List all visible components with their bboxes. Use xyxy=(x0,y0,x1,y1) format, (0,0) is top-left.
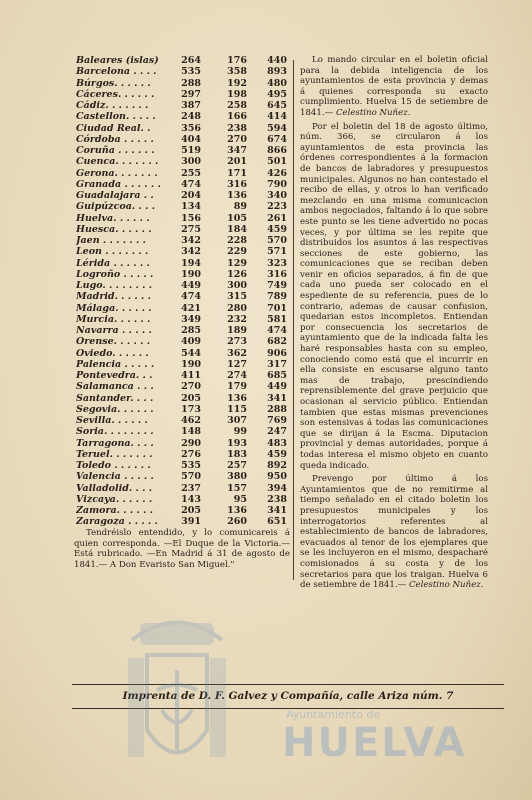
value-col-3: 238 xyxy=(267,493,287,505)
province-name: Cáceres. . . . . . xyxy=(76,88,155,100)
value-col-2: 228 xyxy=(227,235,247,246)
value-col-3: 459 xyxy=(267,223,287,235)
table-row xyxy=(76,111,288,122)
value-col-3: 893 xyxy=(267,66,287,78)
value-col-3: 426 xyxy=(267,167,287,179)
province-name: Málaga. . . . . . xyxy=(76,302,152,314)
table-row xyxy=(76,471,288,482)
left-footer-text xyxy=(74,528,290,570)
value-col-3: 394 xyxy=(267,482,287,494)
table-row xyxy=(76,370,288,381)
value-col-1: 387 xyxy=(181,100,201,111)
province-name: Guipúzcoa. . . . xyxy=(76,201,156,213)
value-col-3: 459 xyxy=(267,448,287,460)
table-row xyxy=(76,381,288,392)
value-col-3: 682 xyxy=(267,336,287,348)
table-row xyxy=(76,224,288,235)
value-col-1: 300 xyxy=(181,156,201,168)
value-col-2: 184 xyxy=(227,223,247,235)
table-row xyxy=(76,291,288,302)
value-col-3: 749 xyxy=(267,280,287,291)
value-col-1: 391 xyxy=(181,516,201,528)
value-col-3: 449 xyxy=(267,381,287,393)
value-col-2: 136 xyxy=(227,392,247,404)
column-divider xyxy=(293,60,294,580)
table-row xyxy=(76,460,288,471)
province-name: Leon . . . . . . . xyxy=(76,246,149,258)
table-row xyxy=(76,426,288,437)
value-col-2: 280 xyxy=(227,302,247,314)
table-row xyxy=(76,314,288,325)
province-name: Búrgos. . . . . . xyxy=(76,77,151,89)
value-col-1: 190 xyxy=(181,358,201,370)
table-row xyxy=(76,438,288,449)
notice-paragraph: Por el boletin del 18 de agosto último, núm. 366, se circularon á los ayuntamientos de esta provincia las órdenes correspondientes á la formacion de bancos de labradores y presupuestos municipales. Algunos no han contestado el recibo de ellas, y otros lo han verificado mezclando en una misma comunicacion ambos negociados, faltando á lo que sobre este punto se les tiene advertido no pocas veces, y por última se les repite que distribuidos los asuntos á las respectivas secciones de este gobierno, las comunicaciones que se reciban deben venir en oficios separados, á fin de que cada uno pueda ser colocado en el espediente de su referencia, pues de lo contrario, ademas de causar confusion, quedarian estos incompletos. Entiendan por consecuencia los secretarios de ayuntamiento que de la indicada falta les haré responsables hasta con su empleo, conociendo como está que el incurrir en ella consiste en escusarse alguno tanto mas de trabajo, prescindiendo reprensiblemente del grave perjuicio que ocasionan al servicio público. Entiendan tambien que estas mismas prevenciones son estensivas á todas las comunicaciones que se dirijan á la Escma. Diputacion provincial y demas autoridades, porque á todas interesa el mismo objeto en cuanto queda indicado. xyxy=(300,121,488,471)
value-col-3: 701 xyxy=(267,302,287,314)
table-row xyxy=(76,190,288,201)
table-row xyxy=(76,280,288,291)
value-col-3: 341 xyxy=(267,392,287,404)
value-col-3: 261 xyxy=(267,212,287,224)
value-col-3: 501 xyxy=(267,156,287,168)
table-row xyxy=(76,213,288,224)
value-col-3: 651 xyxy=(267,516,287,528)
value-col-2: 238 xyxy=(227,122,247,134)
value-col-1: 356 xyxy=(181,122,201,134)
value-col-1: 156 xyxy=(181,212,201,224)
table-row xyxy=(76,348,288,359)
value-col-1: 205 xyxy=(181,392,201,404)
province-name: Granada . . . . . . xyxy=(76,178,161,190)
value-col-1: 409 xyxy=(181,336,201,348)
province-name: Guadalajara . . xyxy=(76,190,154,201)
value-col-3: 645 xyxy=(267,100,287,111)
province-name: Navarra . . . . . xyxy=(76,325,152,336)
table-row xyxy=(76,269,288,280)
table-row xyxy=(76,123,288,134)
table-row xyxy=(76,258,288,269)
value-col-3: 317 xyxy=(267,358,287,370)
province-name: Coruña . . . . . . xyxy=(76,145,155,156)
decree-closing: Tendréislo entendido, y lo comunicareis á quien corresponda. —El Duque de la Victoria.—Está rubricado. —En Madrid á 31 de agosto de 1841.— A Don Evaristo San Miguel." xyxy=(74,528,290,570)
watermark-text: HUELVA xyxy=(282,720,467,766)
value-col-3: 789 xyxy=(267,291,287,303)
value-col-1: 544 xyxy=(181,347,201,359)
province-name: Baleares (islas) xyxy=(76,55,159,66)
value-col-1: 143 xyxy=(181,493,201,505)
province-name: Jaen . . . . . . . xyxy=(76,235,146,246)
province-name: Murcia. . . . . . xyxy=(76,313,151,325)
value-col-2: 347 xyxy=(227,145,247,156)
table-row xyxy=(76,235,288,246)
value-col-3: 474 xyxy=(267,325,287,336)
value-col-2: 316 xyxy=(227,178,247,190)
table-row xyxy=(76,483,288,494)
value-col-1: 519 xyxy=(181,145,201,156)
province-name: Toledo . . . . . . xyxy=(76,460,151,471)
value-col-1: 570 xyxy=(181,471,201,483)
province-name: Soria. . . . . . . . xyxy=(76,426,154,438)
value-col-1: 421 xyxy=(181,302,201,314)
value-col-3: 316 xyxy=(267,268,287,280)
table-row xyxy=(76,336,288,347)
value-col-3: 323 xyxy=(267,257,287,269)
value-col-1: 255 xyxy=(181,167,201,179)
value-col-1: 237 xyxy=(181,482,201,494)
value-col-2: 136 xyxy=(227,505,247,516)
value-col-2: 358 xyxy=(227,66,247,78)
value-col-1: 342 xyxy=(181,246,201,258)
value-col-2: 157 xyxy=(227,482,247,494)
table-row xyxy=(76,179,288,190)
value-col-3: 581 xyxy=(267,313,287,325)
value-col-1: 342 xyxy=(181,235,201,246)
table-row xyxy=(76,201,288,212)
value-col-3: 892 xyxy=(267,460,287,471)
table-row xyxy=(76,404,288,415)
value-col-1: 270 xyxy=(181,381,201,393)
province-name: Tarragona. . . . xyxy=(76,437,154,449)
value-col-3: 674 xyxy=(267,133,287,145)
value-col-2: 179 xyxy=(227,381,247,393)
province-name: Pontevedra. . . xyxy=(76,370,153,381)
table-row xyxy=(76,325,288,336)
value-col-2: 189 xyxy=(227,325,247,336)
table-row xyxy=(76,303,288,314)
table-row xyxy=(76,505,288,516)
value-col-1: 190 xyxy=(181,268,201,280)
right-column xyxy=(300,55,488,594)
province-name: Salamanca . . . xyxy=(76,381,154,393)
province-name: Oviedo. . . . . . xyxy=(76,347,149,359)
table-row xyxy=(76,134,288,145)
table-row xyxy=(76,55,288,66)
value-col-1: 275 xyxy=(181,223,201,235)
value-col-1: 248 xyxy=(181,111,201,123)
province-name: Palencia . . . . . xyxy=(76,358,155,370)
province-name: Teruel. . . . . . . xyxy=(76,448,153,460)
table-row xyxy=(76,246,288,257)
value-col-1: 148 xyxy=(181,426,201,438)
value-col-2: 99 xyxy=(233,426,247,438)
table-row xyxy=(76,78,288,89)
value-col-1: 194 xyxy=(181,257,201,269)
province-name: Gerona. . . . . . . xyxy=(76,167,158,179)
table-row xyxy=(76,156,288,167)
value-col-1: 449 xyxy=(181,280,201,291)
table-row xyxy=(76,516,288,527)
value-col-3: 440 xyxy=(267,55,287,66)
province-table xyxy=(76,55,288,528)
province-name: Huesca. . . . . . xyxy=(76,223,152,235)
value-col-3: 341 xyxy=(267,505,287,516)
value-col-2: 315 xyxy=(227,291,247,303)
table-row xyxy=(76,145,288,156)
value-col-2: 274 xyxy=(227,370,247,381)
value-col-2: 260 xyxy=(227,516,247,528)
table-row xyxy=(76,168,288,179)
value-col-2: 273 xyxy=(227,336,247,348)
value-col-2: 362 xyxy=(227,347,247,359)
province-name: Logroño . . . . . xyxy=(76,268,154,280)
table-row xyxy=(76,449,288,460)
table-row xyxy=(76,415,288,426)
province-name: Madrid. . . . . . xyxy=(76,291,151,303)
coat-of-arms-watermark-icon xyxy=(112,600,242,785)
value-col-1: 535 xyxy=(181,460,201,471)
value-col-2: 95 xyxy=(233,493,247,505)
table-row xyxy=(76,66,288,77)
province-name: Vizcaya. . . . . . xyxy=(76,493,153,505)
value-col-2: 115 xyxy=(227,403,247,415)
province-name: Córdoba . . . . . xyxy=(76,133,154,145)
value-col-2: 166 xyxy=(227,111,247,123)
signature: Celestino Nuñez. xyxy=(335,107,411,118)
value-col-2: 258 xyxy=(227,100,247,111)
value-col-3: 866 xyxy=(267,145,287,156)
province-name: Valladolid. . . . xyxy=(76,482,153,494)
table-row xyxy=(76,494,288,505)
province-name: Zamora. . . . . . xyxy=(76,505,154,516)
value-col-2: 192 xyxy=(227,77,247,89)
province-name: Sevilla. . . . . . xyxy=(76,415,148,426)
province-name: Valencia . . . . . xyxy=(76,471,154,483)
value-col-1: 288 xyxy=(181,77,201,89)
value-col-3: 414 xyxy=(267,111,287,123)
value-col-3: 483 xyxy=(267,437,287,449)
value-col-3: 480 xyxy=(267,77,287,89)
value-col-2: 183 xyxy=(227,448,247,460)
value-col-1: 411 xyxy=(181,370,201,381)
value-col-3: 906 xyxy=(267,347,287,359)
value-col-2: 257 xyxy=(227,460,247,471)
value-col-3: 223 xyxy=(267,201,287,213)
table-row xyxy=(76,393,288,404)
value-col-1: 173 xyxy=(181,403,201,415)
province-name: Castellon. . . . . xyxy=(76,111,156,123)
value-col-1: 285 xyxy=(181,325,201,336)
value-col-1: 474 xyxy=(181,178,201,190)
province-name: Orense. . . . . . xyxy=(76,336,151,348)
value-col-1: 474 xyxy=(181,291,201,303)
value-col-2: 300 xyxy=(227,280,247,291)
value-col-2: 129 xyxy=(227,257,247,269)
value-col-2: 126 xyxy=(227,268,247,280)
value-col-2: 105 xyxy=(227,212,247,224)
watermark-subtitle: Ayuntamiento de xyxy=(286,708,381,721)
value-col-3: 594 xyxy=(267,122,287,134)
value-col-1: 349 xyxy=(181,313,201,325)
value-col-2: 229 xyxy=(227,246,247,258)
value-col-2: 127 xyxy=(227,358,247,370)
value-col-3: 247 xyxy=(267,426,287,438)
value-col-1: 276 xyxy=(181,448,201,460)
value-col-3: 790 xyxy=(267,178,287,190)
value-col-1: 404 xyxy=(181,133,201,145)
province-name: Ciudad Real. . xyxy=(76,122,151,134)
circular-paragraph: Lo mando circular en el boletin oficial para la debida inteligencia de los ayuntamientos de esta provincia y demas á quienes corresponda su exacto cumplimiento. Huelva 15 de setiembre de 1841.— Celestino Nuñez. xyxy=(300,55,488,118)
value-col-1: 535 xyxy=(181,66,201,78)
value-col-2: 176 xyxy=(227,55,247,66)
province-name: Cuenca. . . . . . . xyxy=(76,156,159,168)
value-col-3: 495 xyxy=(267,88,287,100)
printer-imprint: Imprenta de D. F. Galvez y Compañía, calle Ariza núm. 7 xyxy=(122,690,454,702)
signature: Celestino Nuñez. xyxy=(408,580,484,591)
value-col-1: 205 xyxy=(181,505,201,516)
value-col-2: 136 xyxy=(227,190,247,201)
value-col-1: 264 xyxy=(181,55,201,66)
value-col-3: 769 xyxy=(267,415,287,426)
province-name: Santander. . . . xyxy=(76,392,154,404)
province-name: Huelva. . . . . . xyxy=(76,212,150,224)
province-name: Barcelona . . . . xyxy=(76,66,157,78)
value-col-2: 270 xyxy=(227,133,247,145)
value-col-3: 340 xyxy=(267,190,287,201)
value-col-1: 204 xyxy=(181,190,201,201)
value-col-2: 171 xyxy=(227,167,247,179)
value-col-3: 570 xyxy=(267,235,287,246)
value-col-2: 380 xyxy=(227,471,247,483)
value-col-3: 685 xyxy=(267,370,287,381)
value-col-1: 134 xyxy=(181,201,201,213)
province-name: Segovia. . . . . . xyxy=(76,403,154,415)
value-col-3: 571 xyxy=(267,246,287,258)
value-col-1: 462 xyxy=(181,415,201,426)
value-col-2: 201 xyxy=(227,156,247,168)
province-name: Zaragoza . . . . . xyxy=(76,516,158,528)
value-col-3: 950 xyxy=(267,471,287,483)
province-name: Cádiz. . . . . . . xyxy=(76,100,149,111)
value-col-2: 307 xyxy=(227,415,247,426)
value-col-2: 89 xyxy=(233,201,247,213)
value-col-1: 290 xyxy=(181,437,201,449)
value-col-3: 288 xyxy=(267,403,287,415)
table-row xyxy=(76,359,288,370)
value-col-2: 193 xyxy=(227,437,247,449)
value-col-2: 232 xyxy=(227,313,247,325)
value-col-2: 198 xyxy=(227,88,247,100)
province-name: Lérida . . . . . . xyxy=(76,257,150,269)
warning-paragraph: Prevengo por último á los Ayuntamientos que de no remitirme al tiempo señalado en el citado boletin los presupuestos municipales y los interrogatorios referentes al establecimiento de bancos de labradores, evacuados al tenor de los ejemplares que se les incluyeron en el mismo, despacharé comisionados á su costa y de los secretarios para que los traigan. Huelva 6 de setiembre de 1841.— Celestino Nuñez. xyxy=(300,474,488,591)
table-row xyxy=(76,100,288,111)
value-col-1: 297 xyxy=(181,88,201,100)
table-row xyxy=(76,89,288,100)
province-name: Lugo. . . . . . . . xyxy=(76,280,153,291)
